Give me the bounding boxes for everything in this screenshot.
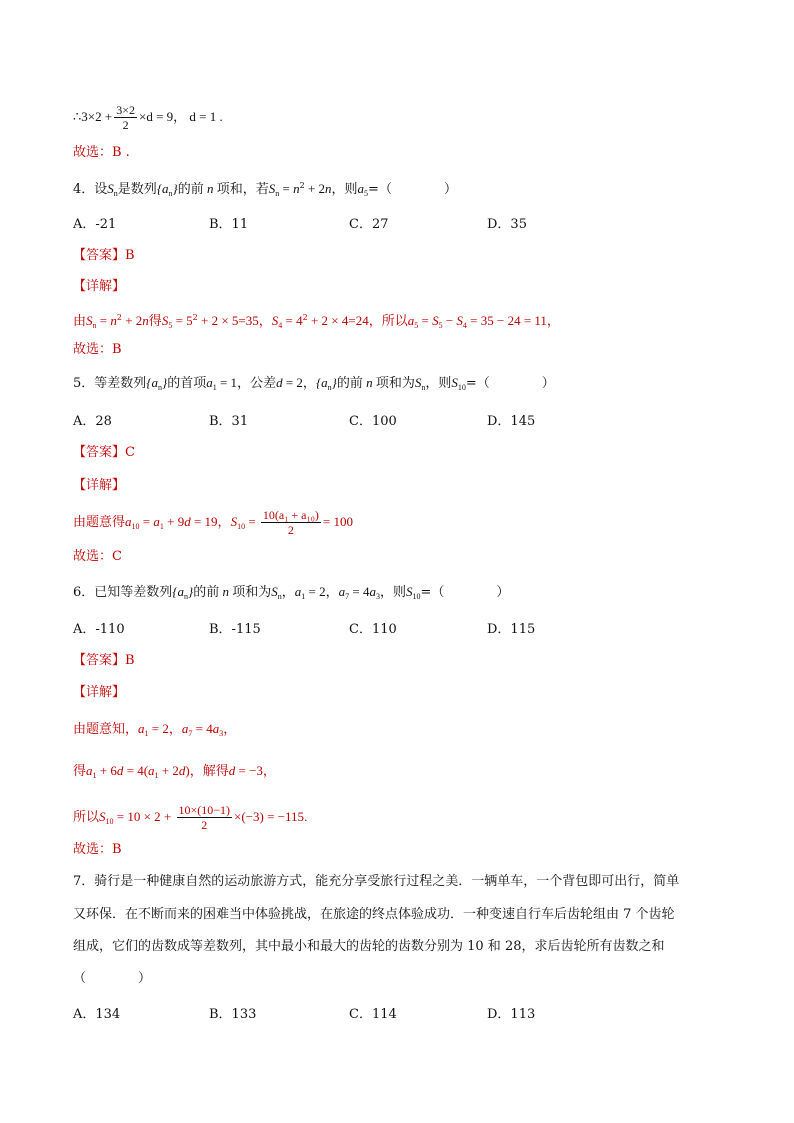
detail-text: ，: [262, 764, 276, 779]
detail-text: 所以: [73, 810, 100, 825]
q4-option-d[interactable]: D．35: [487, 217, 527, 232]
top-frac-den: 2: [122, 118, 129, 132]
detail-text: 得: [73, 764, 87, 779]
q5-option-b[interactable]: B．31: [209, 414, 249, 429]
detail-text: 由题意得: [73, 515, 126, 530]
q7-option-b[interactable]: B．133: [209, 1007, 257, 1022]
top-fraction: [114, 103, 137, 132]
q6-detail-line-2: 得$a_1 + 6d = 4(a_1 + 2d)$，解得d = −3，: [73, 763, 276, 780]
q5-detail: 由题意得$a_{10} = a_1 + 9d = 19$，$S_{10}$ = $\frac{\text{10(a₁ + a₁₀)}}{2}$ = 100: [73, 508, 353, 537]
q4-text: 是数列: [117, 182, 157, 197]
q6-select: 故选：B: [73, 842, 122, 857]
q5-text: 等差数列: [94, 376, 147, 391]
frac-den: 2: [287, 523, 294, 537]
q4-detail: 由$S_n = n^2 + 2n$得$S_5 = 5^2 + 2 \times 5=35$，$S_4 = 4^2 + 2 \times 4=24$，所以$a_5 = S_5 - S_4 = 35 - 24 = 11$，: [73, 313, 560, 330]
q7-line-3: 组成，它们的齿数成等差数列，其中最小和最大的齿轮的齿数分别为 10 和 28，求后齿轮所有齿数之和: [73, 939, 665, 954]
q5-text: 的首项: [167, 376, 207, 391]
q4-detail-label: 【详解】: [73, 279, 126, 294]
q7-option-a[interactable]: A．134: [73, 1007, 121, 1022]
q6-text: 已知等差数列: [94, 585, 173, 600]
q7-option-c[interactable]: C．114: [349, 1007, 397, 1022]
q4-answer: [73, 247, 135, 265]
q5-text: 的前: [336, 376, 363, 391]
detail-text: 得: [148, 314, 162, 329]
q6-option-a[interactable]: A．-110: [73, 622, 125, 637]
q4-number: 4．: [73, 182, 95, 197]
detail-text: = 100: [322, 514, 353, 529]
q6-option-b[interactable]: B．-115: [209, 622, 261, 637]
q7-line-4: [73, 970, 151, 988]
q6-fraction: [177, 803, 233, 832]
q7-bracket-open: （: [73, 971, 87, 986]
q7-bracket-close: ）: [138, 971, 152, 986]
q5-text: ，: [302, 376, 316, 391]
q6-number: 6．: [73, 585, 95, 600]
q6-detail-line-3: 所以$S_{10} = 10 \times 2$ + $\frac{10\times(10-1)}{2}$ ×(−3) = −115.: [73, 803, 308, 832]
therefore-symbol: ∴: [73, 110, 82, 125]
select-line-prev: 故选：B .: [73, 145, 130, 160]
q6-option-c[interactable]: C．110: [349, 622, 397, 637]
q6-text: 的前: [193, 585, 220, 600]
q4-option-a[interactable]: A．-21: [73, 217, 117, 232]
q4-select: 故选：B: [73, 342, 122, 357]
answer-label: 【答案】: [73, 248, 126, 263]
detail-text: 由题意知，: [73, 722, 139, 737]
detail-text: ，: [258, 314, 272, 329]
q4-text: ）: [443, 182, 457, 197]
answer-label: 【答案】: [73, 653, 126, 668]
answer-value: C: [125, 445, 135, 460]
detail-text: ，所以: [368, 314, 408, 329]
detail-text: ，: [217, 515, 231, 530]
q4-text: =（: [368, 182, 392, 197]
q5-text: ，公差: [237, 376, 277, 391]
q5-detail-label: 【详解】: [73, 478, 126, 493]
question-5: 5．等差数列$\{a_n\}$的首项$a_1 = 1$，公差d = 2，$\{a_n\}$的前 n 项和为$S_n$，则$S_{10}=$（ ）: [73, 375, 555, 392]
q4-text: ，则: [331, 182, 358, 197]
q5-text: ）: [541, 376, 555, 391]
q6-options: [73, 621, 713, 639]
answer-value: B: [125, 248, 135, 263]
q5-fraction: [261, 508, 321, 537]
top-rhs: ×d = 9， d = 1 .: [138, 109, 223, 124]
q4-option-c[interactable]: C．27: [349, 217, 389, 232]
q6-text: ）: [496, 585, 510, 600]
q6-text: 项和为: [232, 585, 272, 600]
question-4: 4．设$S_n$是数列$\{a_n\}$的前 n 项和，若$S_n = n^2 + 2n$，则$a_5=$（ ）: [73, 181, 457, 198]
q7-line-1: 7．骑行是一种健康自然的运动旅游方式，能充分享受旅行过程之美．一辆单车，一个背包即可出行，简单: [73, 874, 680, 889]
q4-text: 的前: [177, 182, 204, 197]
q5-number: 5．: [73, 376, 95, 391]
detail-text: 由: [73, 314, 87, 329]
frac-num: 10×(10−1): [178, 803, 231, 817]
top-lhs: 3×2 +: [81, 109, 113, 124]
detail-text: ，解得: [189, 764, 229, 779]
q6-detail-label: 【详解】: [73, 685, 126, 700]
q6-text: =（: [420, 585, 445, 600]
q6-text: ，则: [379, 585, 406, 600]
q6-text: ，: [325, 585, 339, 600]
q5-answer: [73, 444, 135, 462]
q6-detail-line-1: 由题意知，$a_1 = 2$，$a_7 = 4a_3$，: [73, 721, 237, 738]
q5-option-c[interactable]: C．100: [349, 414, 397, 429]
q4-options: [73, 216, 713, 234]
q4-text: 设: [94, 182, 108, 197]
q4-text: 项和，若: [216, 182, 269, 197]
top-frac-num: 3×2: [116, 103, 135, 117]
question-6: 6．已知等差数列$\{a_n\}$的前 n 项和为$S_n$，$a_1 = 2$，$a_7 = 4a_3$，则$S_{10}=$（ ）: [73, 584, 510, 601]
q6-text: ，: [281, 585, 295, 600]
top-formula: [73, 103, 223, 132]
q7-line-2: 又环保．在不断而来的困难当中体验挑战，在旅途的终点体验成功．一种变速自行车后齿轮组由 7 个齿轮: [73, 907, 675, 922]
detail-text: ×(−3) = −115: [234, 809, 305, 824]
answer-label: 【答案】: [73, 445, 126, 460]
q5-option-a[interactable]: A．28: [73, 414, 112, 429]
q5-text: ，则: [425, 376, 452, 391]
answer-value: B: [125, 653, 135, 668]
q5-text: 项和为: [375, 376, 415, 391]
q5-text: =（: [465, 376, 490, 391]
q5-option-d[interactable]: D．145: [487, 414, 536, 429]
q7-option-d[interactable]: D．113: [487, 1007, 536, 1022]
q6-option-d[interactable]: D．115: [487, 622, 536, 637]
frac-den: 2: [201, 818, 208, 832]
frac-num: 10(a₁ + a₁₀): [262, 508, 319, 522]
q6-answer: [73, 652, 135, 670]
q5-options: [73, 413, 713, 431]
detail-text: ，: [546, 314, 560, 329]
q4-option-b[interactable]: B．11: [209, 217, 249, 232]
q7-options: [73, 1006, 713, 1024]
q5-select: 故选：C: [73, 549, 122, 564]
